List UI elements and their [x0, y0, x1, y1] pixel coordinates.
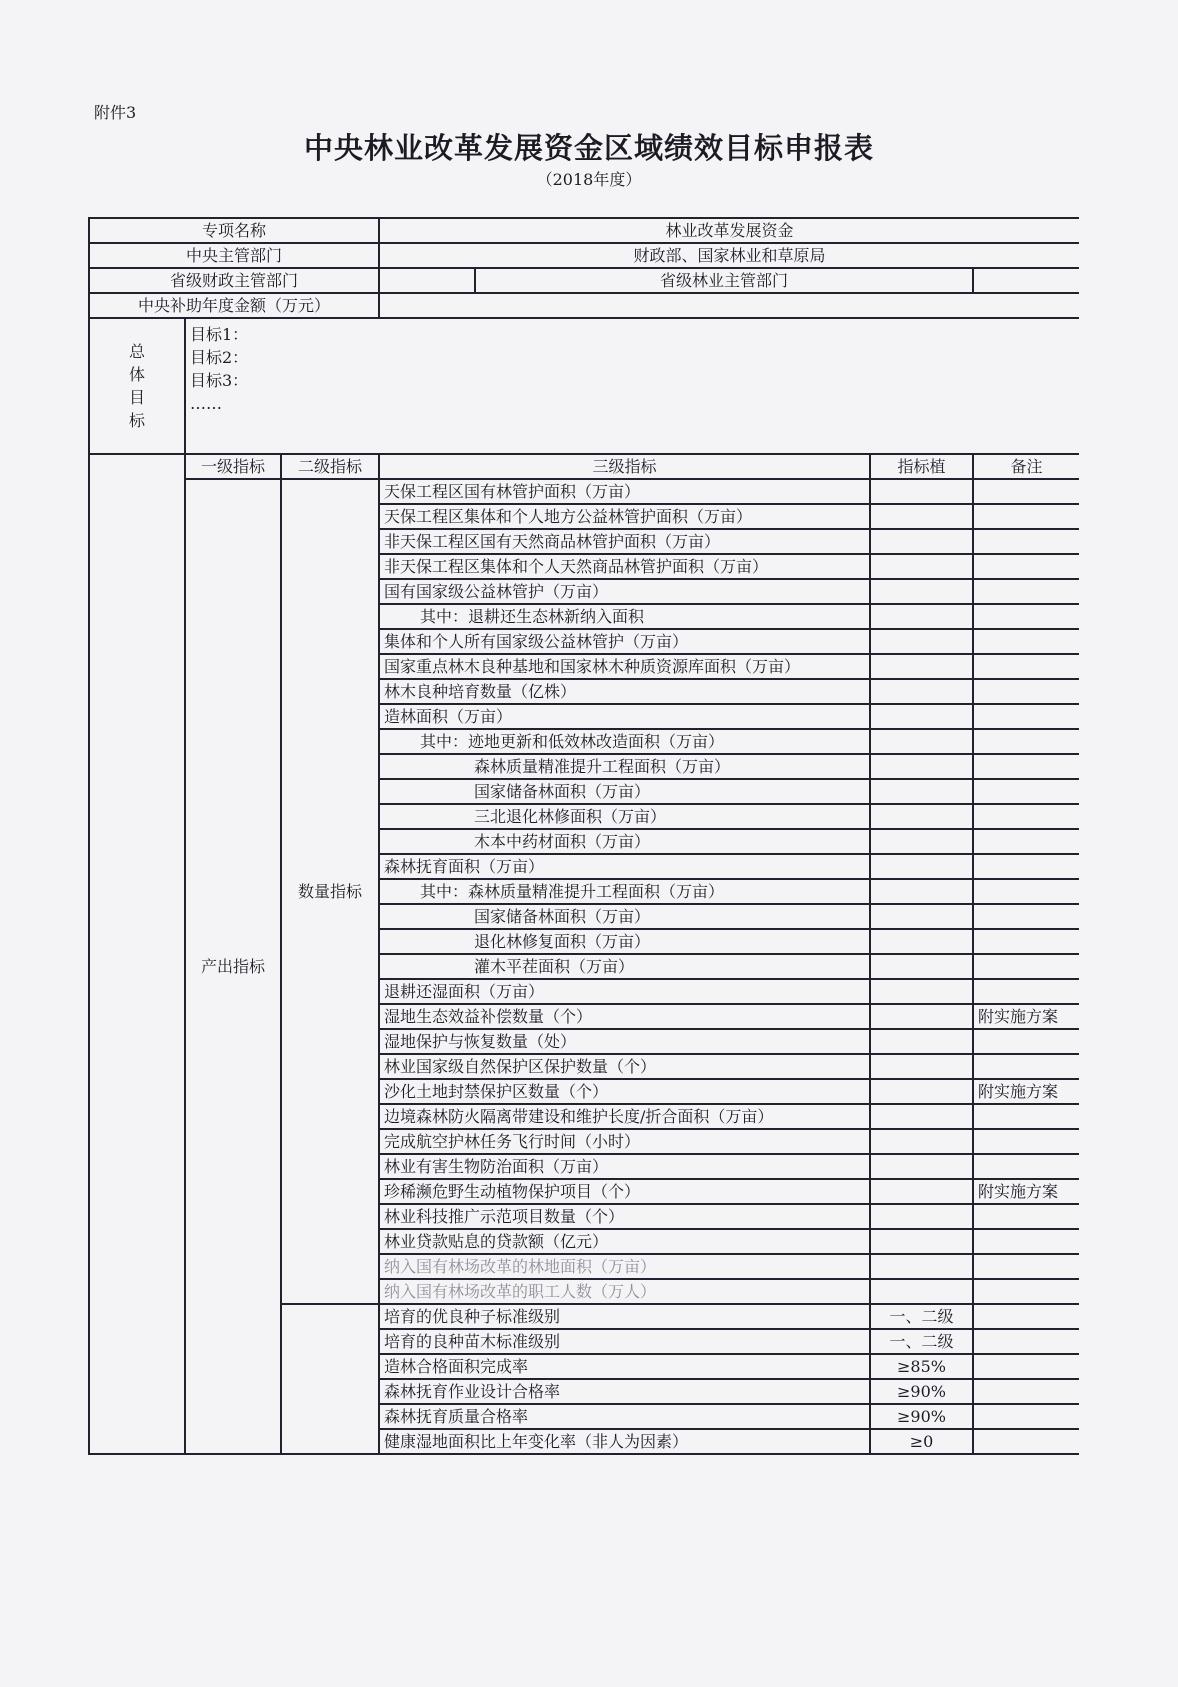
indicator-remark: 附实施方案: [973, 1004, 1079, 1029]
level1-output: 产出指标: [185, 479, 281, 1454]
indicator-value[interactable]: [870, 604, 973, 629]
indicator-text: 林业贷款贴息的贷款额（亿元）: [379, 1229, 870, 1254]
indicator-text: 湿地生态效益补偿数量（个）: [379, 1004, 870, 1029]
indicator-text: 森林抚育面积（万亩）: [379, 854, 870, 879]
indicator-value[interactable]: ≥0: [870, 1429, 973, 1454]
indicator-remark: [973, 529, 1079, 554]
indicator-text: 其中：森林质量精准提升工程面积（万亩）: [379, 879, 870, 904]
indicator-remark: [973, 779, 1079, 804]
indicator-remark: [973, 879, 1079, 904]
prov-forestry-label: 省级林业主管部门: [475, 268, 973, 293]
form-table-wrapper: [88, 217, 1079, 1687]
indicator-value[interactable]: ≥90%: [870, 1379, 973, 1404]
goals-char: 体: [128, 365, 145, 384]
indicator-value[interactable]: [870, 1154, 973, 1179]
indicator-text: 国家储备林面积（万亩）: [379, 904, 870, 929]
indicator-text: 林业国家级自然保护区保护数量（个）: [379, 1054, 870, 1079]
indicator-remark: [973, 704, 1079, 729]
indicator-value[interactable]: [870, 854, 973, 879]
indicator-text: 其中：退耕还生态林新纳入面积: [379, 604, 870, 629]
indicator-value[interactable]: [870, 829, 973, 854]
indicator-remark: [973, 904, 1079, 929]
row-column-headers: [89, 454, 1079, 479]
indicator-value[interactable]: [870, 1279, 973, 1304]
indicator-remark: [973, 1354, 1079, 1379]
indicator-text: 湿地保护与恢复数量（处）: [379, 1029, 870, 1054]
indicator-text: 国有国家级公益林管护（万亩）: [379, 579, 870, 604]
header-remark: 备注: [973, 454, 1079, 479]
indicator-remark: [973, 1254, 1079, 1279]
indicator-text: 造林面积（万亩）: [379, 704, 870, 729]
indicator-text: 完成航空护林任务飞行时间（小时）: [379, 1129, 870, 1154]
indicator-text: 木本中药材面积（万亩）: [379, 829, 870, 854]
indicator-remark: [973, 854, 1079, 879]
indicator-text: 林业科技推广示范项目数量（个）: [379, 1204, 870, 1229]
dept-label: 中央主管部门: [89, 243, 379, 268]
indicator-value[interactable]: 一、二级: [870, 1329, 973, 1354]
indicator-value[interactable]: [870, 929, 973, 954]
indicator-remark: [973, 929, 1079, 954]
indicator-value[interactable]: [870, 679, 973, 704]
indicator-remark: [973, 1404, 1079, 1429]
indicator-text: 健康湿地面积比上年变化率（非人为因素）: [379, 1429, 870, 1454]
goals-char: 标: [128, 411, 145, 430]
row-amount: [89, 293, 1079, 318]
indicator-value[interactable]: [870, 1204, 973, 1229]
indicator-value[interactable]: [870, 954, 973, 979]
indicator-text: 国家重点林木良种基地和国家林木种质资源库面积（万亩）: [379, 654, 870, 679]
indicator-remark: [973, 1229, 1079, 1254]
indicator-text: 培育的优良种子标准级别: [379, 1304, 870, 1329]
page-title: 中央林业改革发展资金区域绩效目标申报表: [303, 131, 874, 165]
indicator-remark: [973, 1104, 1079, 1129]
indicator-text: 森林抚育质量合格率: [379, 1404, 870, 1429]
indicator-text: 纳入国有林场改革的职工人数（万人）: [379, 1279, 870, 1304]
indicator-value[interactable]: [870, 1054, 973, 1079]
project-value[interactable]: 林业改革发展资金: [379, 218, 1079, 243]
year-subtitle: （2018年度）: [536, 170, 642, 189]
indicator-value[interactable]: [870, 754, 973, 779]
goals-char: 目: [128, 388, 145, 407]
indicator-text: 非天保工程区集体和个人天然商品林管护面积（万亩）: [379, 554, 870, 579]
level2-quantity: 数量指标: [281, 479, 379, 1304]
indicator-remark: [973, 1279, 1079, 1304]
indicator-side-blank: [89, 454, 185, 1454]
prov-forestry-value[interactable]: [973, 268, 1079, 293]
indicator-value[interactable]: [870, 1104, 973, 1129]
indicator-value[interactable]: [870, 1229, 973, 1254]
indicator-value[interactable]: [870, 729, 973, 754]
indicator-remark: [973, 679, 1079, 704]
indicator-value[interactable]: 一、二级: [870, 1304, 973, 1329]
indicator-remark: 附实施方案: [973, 1079, 1079, 1104]
attachment-label: 附件3: [94, 103, 137, 122]
indicator-value[interactable]: [870, 629, 973, 654]
header-value: 指标植: [870, 454, 973, 479]
header-level3: 三级指标: [379, 454, 870, 479]
performance-goal-form: [88, 217, 1079, 1455]
indicator-value[interactable]: [870, 804, 973, 829]
indicator-value[interactable]: [870, 1179, 973, 1204]
indicator-text: 非天保工程区国有天然商品林管护面积（万亩）: [379, 529, 870, 554]
indicator-text: 培育的良种苗木标准级别: [379, 1329, 870, 1354]
indicator-remark: [973, 1054, 1079, 1079]
indicator-remark: [973, 1429, 1079, 1454]
indicator-text: 天保工程区国有林管护面积（万亩）: [379, 479, 870, 504]
indicator-value[interactable]: [870, 1254, 973, 1279]
indicator-remark: [973, 1029, 1079, 1054]
indicator-remark: [973, 654, 1079, 679]
indicator-remark: [973, 1154, 1079, 1179]
goal-item: 目标1：: [190, 325, 249, 344]
row-project: [89, 218, 1079, 243]
indicator-remark: [973, 479, 1079, 504]
indicator-text: 边境森林防火隔离带建设和维护长度/折合面积（万亩）: [379, 1104, 870, 1129]
prov-finance-label: 省级财政主管部门: [89, 268, 379, 293]
indicator-text: 纳入国有林场改革的林地面积（万亩）: [379, 1254, 870, 1279]
indicator-value[interactable]: [870, 704, 973, 729]
indicator-text: 天保工程区集体和个人地方公益林管护面积（万亩）: [379, 504, 870, 529]
indicator-remark: 附实施方案: [973, 1179, 1079, 1204]
indicator-text: 森林质量精准提升工程面积（万亩）: [379, 754, 870, 779]
indicator-value[interactable]: [870, 1029, 973, 1054]
indicator-value[interactable]: [870, 779, 973, 804]
goals-char: 总: [128, 342, 145, 361]
indicator-text: 沙化土地封禁保护区数量（个）: [379, 1079, 870, 1104]
indicator-value[interactable]: [870, 904, 973, 929]
indicator-text: 造林合格面积完成率: [379, 1354, 870, 1379]
indicator-remark: [973, 979, 1079, 1004]
indicator-row: [89, 479, 1079, 504]
indicator-remark: [973, 729, 1079, 754]
indicator-value[interactable]: [870, 579, 973, 604]
indicator-text: 退化林修复面积（万亩）: [379, 929, 870, 954]
indicator-text: 林木良种培育数量（亿株）: [379, 679, 870, 704]
indicator-text: 林业有害生物防治面积（万亩）: [379, 1154, 870, 1179]
indicator-text: 退耕还湿面积（万亩）: [379, 979, 870, 1004]
goals-content[interactable]: [185, 318, 1079, 454]
indicator-remark: [973, 554, 1079, 579]
indicator-value[interactable]: [870, 654, 973, 679]
header-level2: 二级指标: [281, 454, 379, 479]
amount-label: 中央补助年度金额（万元）: [89, 293, 379, 318]
indicator-value[interactable]: [870, 1004, 973, 1029]
indicator-text: 珍稀濒危野生动植物保护项目（个）: [379, 1179, 870, 1204]
indicator-value[interactable]: [870, 504, 973, 529]
indicator-remark: [973, 604, 1079, 629]
indicator-text: 其中：迹地更新和低效林改造面积（万亩）: [379, 729, 870, 754]
indicator-remark: [973, 1329, 1079, 1354]
indicator-value[interactable]: [870, 1129, 973, 1154]
indicator-remark: [973, 954, 1079, 979]
indicator-text: 国家储备林面积（万亩）: [379, 779, 870, 804]
goal-item: ……: [190, 394, 222, 413]
indicator-text: 灌木平茬面积（万亩）: [379, 954, 870, 979]
indicator-value[interactable]: [870, 529, 973, 554]
indicator-value[interactable]: [870, 554, 973, 579]
indicator-text: 三北退化林修面积（万亩）: [379, 804, 870, 829]
prov-finance-value[interactable]: [379, 268, 475, 293]
dept-value[interactable]: 财政部、国家林业和草原局: [379, 243, 1079, 268]
project-label: 专项名称: [89, 218, 379, 243]
row-goals: [89, 318, 1079, 454]
indicator-remark: [973, 754, 1079, 779]
indicator-text: 森林抚育作业设计合格率: [379, 1379, 870, 1404]
indicator-value[interactable]: [870, 479, 973, 504]
indicator-remark: [973, 579, 1079, 604]
indicator-remark: [973, 804, 1079, 829]
amount-value[interactable]: [379, 293, 1079, 318]
indicator-remark: [973, 629, 1079, 654]
indicator-value[interactable]: [870, 879, 973, 904]
indicator-remark: [973, 829, 1079, 854]
indicator-text: 集体和个人所有国家级公益林管护（万亩）: [379, 629, 870, 654]
indicator-value[interactable]: [870, 1079, 973, 1104]
indicator-remark: [973, 1379, 1079, 1404]
indicator-value[interactable]: [870, 979, 973, 1004]
goal-item: 目标2：: [190, 348, 249, 367]
indicator-remark: [973, 1129, 1079, 1154]
indicator-remark: [973, 1204, 1079, 1229]
level2-quality: [281, 1304, 379, 1454]
indicator-value[interactable]: ≥90%: [870, 1404, 973, 1429]
goals-label: [89, 318, 185, 454]
indicator-remark: [973, 1304, 1079, 1329]
row-department: [89, 243, 1079, 268]
row-provincial: [89, 268, 1079, 293]
header-level1: 一级指标: [185, 454, 281, 479]
indicator-value[interactable]: ≥85%: [870, 1354, 973, 1379]
goal-item: 目标3：: [190, 371, 249, 390]
indicator-remark: [973, 504, 1079, 529]
